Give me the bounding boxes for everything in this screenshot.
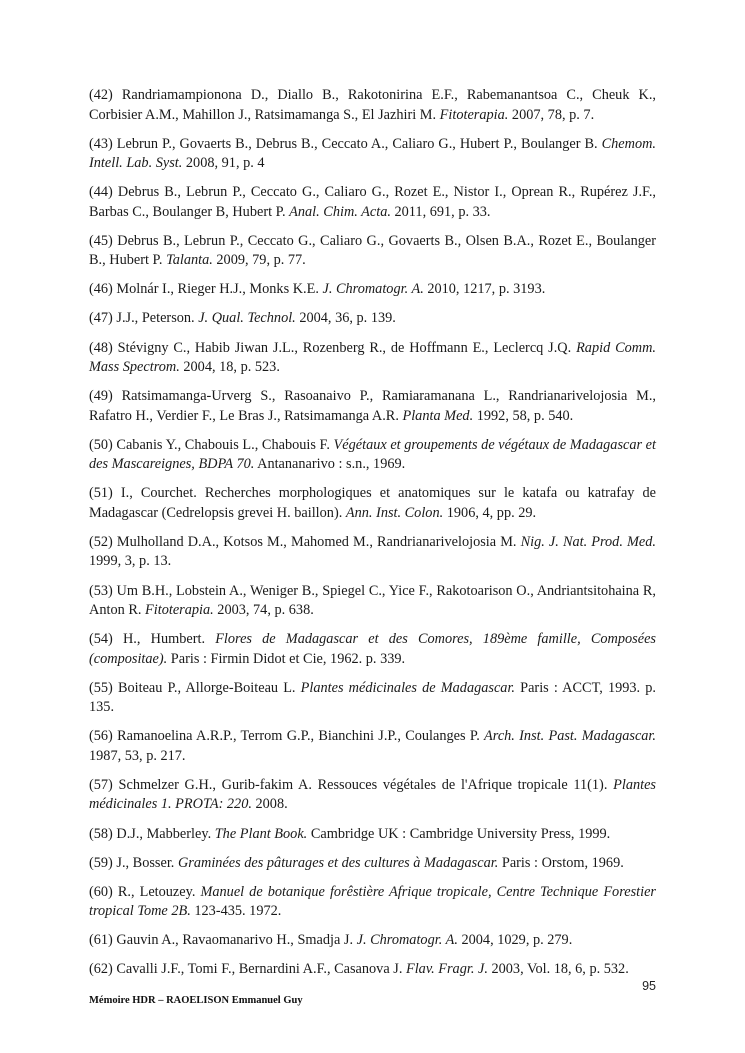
reference-entry: (56) Ramanoelina A.R.P., Terrom G.P., Bianchini J.P., Coulanges P. Arch. Inst. Past. Madagascar. 1987, 53, p. 217. (89, 728, 656, 764)
reference-entry: (61) Gauvin A., Ravaomanarivo H., Smadja J. J. Chromatogr. A. 2004, 1029, p. 279. (89, 932, 573, 949)
reference-entry: (45) Debrus B., Lebrun P., Ceccato G., Caliaro G., Govaerts B., Olsen B.A., Rozet E., Boulanger B., Hubert P. Talanta. 2009, 79, p. 77. (89, 232, 656, 269)
reference-entry: (60) R., Letouzey. Manuel de botanique forêstière Afrique tropicale, Centre Technique Forestier tropical Tome 2B. 123-435. 1972. (89, 883, 656, 920)
reference-entry: (58) D.J., Mabberley. The Plant Book. Cambridge UK : Cambridge University Press, 1999. (89, 825, 611, 842)
footer-author: Mémoire HDR – RAOELISON Emmanuel Guy (89, 995, 303, 1006)
reference-entry: (42) Randriamampionona D., Diallo B., Rakotonirina E.F., Rabemanantsoa C., Cheuk K., Corbisier A.M., Mahillon J., Ratsimamanga S., El Jazhiri M. Fitoterapia. 2007, 78, p. 7. (89, 87, 656, 123)
reference-entry: (55) Boiteau P., Allorge-Boiteau L. Plantes médicinales de Madagascar. Paris : ACCT, 1993. p. 135. (89, 679, 656, 716)
reference-entry: (46) Molnár I., Rieger H.J., Monks K.E. J. Chromatogr. A. 2010, 1217, p. 3193. (89, 281, 546, 298)
page-number: 95 (642, 979, 656, 993)
reference-entry: (49) Ratsimamanga-Urverg S., Rasoanaivo P., Ramiaramanana L., Randrianarivelojosia M., Rafatro H., Verdier F., Le Bras J., Ratsimamanga A.R. Planta Med. 1992, 58, p. 540. (89, 388, 656, 424)
reference-entry: (57) Schmelzer G.H., Gurib-fakim A. Ressouces végétales de l'Afrique tropicale 11(1). Plantes médicinales 1. PROTA: 220. 2008. (89, 776, 656, 813)
reference-entry: (52) Mulholland D.A., Kotsos M., Mahomed M., Randrianarivelojosia M. Nig. J. Nat. Prod. Med. 1999, 3, p. 13. (89, 533, 656, 570)
reference-entry: (54) H., Humbert. Flores de Madagascar et des Comores, 189ème famille, Composées (compositae). Paris : Firmin Didot et Cie, 1962. p. 339. (89, 631, 656, 667)
reference-entry: (53) Um B.H., Lobstein A., Weniger B., Spiegel C., Yice F., Rakotoarison O., Andriantsitohaina R, Anton R. Fitoterapia. 2003, 74, p. 638. (89, 582, 656, 619)
reference-entry: (59) J., Bosser. Graminées des pâturages et des cultures à Madagascar. Paris : Orstom, 1969. (89, 854, 624, 871)
reference-entry: (44) Debrus B., Lebrun P., Ceccato G., Caliaro G., Rozet E., Nistor I., Oprean R., Rupérez J.F., Barbas C., Boulanger B, Hubert P. Anal. Chim. Acta. 2011, 691, p. 33. (89, 184, 656, 220)
reference-entry: (48) Stévigny C., Habib Jiwan J.L., Rozenberg R., de Hoffmann E., Leclercq J.Q. Rapid Comm. Mass Spectrom. 2004, 18, p. 523. (89, 339, 656, 376)
reference-entry: (47) J.J., Peterson. J. Qual. Technol. 2004, 36, p. 139. (89, 310, 396, 327)
reference-entry: (50) Cabanis Y., Chabouis L., Chabouis F. Végétaux et groupements de végétaux de Madagascar et des Mascareignes, BDPA 70. Antananarivo : s.n., 1969. (89, 436, 656, 473)
reference-list (89, 86, 656, 989)
reference-entry: (51) I., Courchet. Recherches morphologiques et anatomiques sur le katafa ou katrafay de Madagascar (Cedrelopsis grevei H. baillon). Ann. Inst. Colon. 1906, 4, pp. 29. (89, 485, 656, 521)
reference-entry: (43) Lebrun P., Govaerts B., Debrus B., Ceccato A., Caliaro G., Hubert P., Boulanger B. Chemom. Intell. Lab. Syst. 2008, 91, p. 4 (89, 135, 656, 172)
reference-entry: (62) Cavalli J.F., Tomi F., Bernardini A.F., Casanova J. Flav. Fragr. J. 2003, Vol. 18, 6, p. 532. (89, 961, 629, 978)
